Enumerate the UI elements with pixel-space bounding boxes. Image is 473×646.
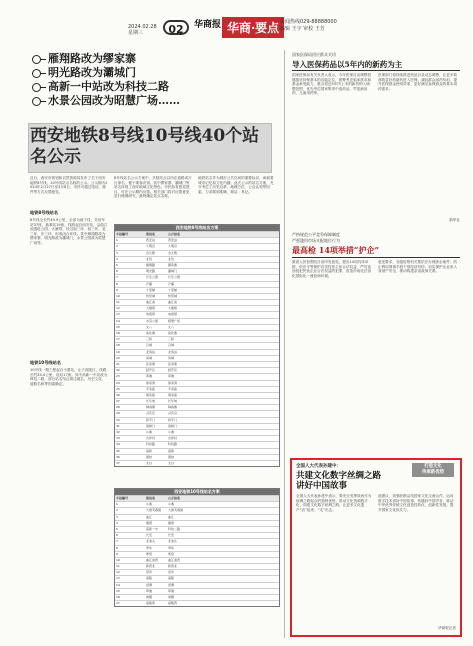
- headline-rule: [292, 70, 460, 71]
- table-cell: 泾渭: [146, 582, 153, 587]
- table-cell: 高陵: [168, 576, 175, 581]
- table-cell: 高新: [168, 448, 175, 453]
- table-row: [115, 600, 279, 606]
- bullet-dash-icon: [40, 59, 46, 60]
- table-row: [115, 520, 279, 526]
- table-row: [115, 545, 279, 551]
- table-cell: 大雁塔: [146, 306, 156, 311]
- table-cell: 1: [116, 238, 118, 243]
- table-cell: 北客站: [168, 349, 178, 354]
- table-cell: 太白: [168, 460, 175, 465]
- table-cell: 胡家庙: [146, 392, 156, 397]
- table-cell: 辛家庙: [146, 386, 156, 391]
- headline-rule: [292, 257, 460, 258]
- table-cell: 高陵西: [168, 601, 178, 606]
- table-row: [115, 441, 279, 447]
- column-tag-line2: 传承新优势: [422, 470, 444, 475]
- table-row: [115, 237, 279, 243]
- table-cell: 电视塔: [168, 312, 178, 317]
- table-cell: 纺织城: [168, 293, 178, 298]
- table-cell: 31: [116, 423, 120, 428]
- main-headline: 西安地铁8号线10号线40个站名公示: [30, 126, 260, 167]
- table-cell: 大唐芙蓉园: [168, 508, 184, 513]
- table-cell: 北辰: [146, 256, 153, 261]
- table-cell: 鱼化寨: [168, 331, 178, 335]
- article-body-col2: 8号线站名公示方案中，多数站点以所在道路或片区命名，便于乘客识别。其中缪家寨、灞城门等站名体现了西安地域文化特色。市民如有意见建议，可在公示期内反馈。相关部门将对反馈意见进行梳理研究，最终确定站点名称。: [114, 176, 192, 199]
- table-title: 西安地铁10号线站名方案: [115, 489, 279, 495]
- article-body-line10: 10号线一期工程起自小寨站，止于高陵区，线路长约34.4公里，设站17座。其中高新一中站改为科技二路，部分站名结合周边地名、历史文化、道路名称等因素确定。: [30, 368, 108, 386]
- table-cell: 19: [116, 349, 120, 354]
- table-cell: 4: [116, 256, 118, 261]
- table-cell: 昭慧广场: [168, 318, 181, 323]
- table-row: [115, 429, 279, 435]
- table-cell: 高新一中: [146, 526, 159, 531]
- table-cell: 泾渭: [168, 582, 175, 587]
- table-cell: 13: [116, 312, 120, 317]
- subhead-line8: 地铁8号线站名: [30, 210, 59, 215]
- table-cell: 丈八: [146, 324, 153, 329]
- table-cell: 南稍门: [146, 423, 156, 428]
- table-cell: 30: [116, 417, 120, 422]
- box-headline-line2: 讲好中国故事: [296, 481, 348, 491]
- column-divider: [284, 50, 285, 638]
- table-header-cell: 原站名: [146, 496, 156, 500]
- table-cell: 西安站: [168, 238, 178, 243]
- table-cell: 17: [116, 601, 120, 606]
- table-cell: 大明宫: [146, 244, 156, 249]
- story-headline: 导入医保药品以5年内的新药为主: [292, 60, 403, 69]
- table-cell: 鱼化寨: [146, 331, 156, 335]
- table-cell: 电视塔: [146, 312, 156, 317]
- station-rename-headlines: [30, 52, 180, 108]
- table-cell: 23: [116, 374, 120, 379]
- editor-info-line1: 新闻热线029-88888000: [280, 19, 337, 25]
- table-cell: 7: [116, 539, 118, 544]
- table-cell: 汉城: [168, 343, 175, 348]
- table-cell: 长安: [146, 533, 153, 538]
- table-cell: 11: [116, 300, 120, 305]
- table-row: [115, 398, 279, 404]
- table-cell: 泾河: [168, 570, 175, 575]
- table-cell: 徐家湾: [146, 380, 156, 385]
- table-cell: 11: [116, 564, 120, 569]
- headline-bullet: 高新一中站改为科技二路: [30, 80, 180, 94]
- table-cell: 小寨: [168, 502, 175, 507]
- table-row: [115, 330, 279, 336]
- table-row: [115, 355, 279, 361]
- table-row: [115, 349, 279, 355]
- table-cell: 曲江: [146, 514, 153, 519]
- box-body: 他建议，加强丝路沿线国家文化交流合作，运用数字技术讲好中国故事，传播好中国声音，推动中华优秀传统文化创造性转化、创新性发展，提升国家文化软实力。: [378, 494, 454, 512]
- table-cell: 长乐公园: [146, 275, 159, 280]
- table-cell: 3: [116, 250, 118, 255]
- table-cell: 8: [116, 281, 118, 286]
- table-cell: 28: [116, 405, 120, 410]
- table-row: [115, 342, 279, 348]
- table-cell: 26: [116, 392, 120, 397]
- story-byline: 新华社: [449, 218, 460, 222]
- table-row: [115, 569, 279, 575]
- table-cell: 韩森寨: [168, 405, 178, 410]
- table-cell: 小寨: [146, 502, 153, 507]
- table-title: 西安地铁8号线站名方案: [115, 225, 279, 231]
- table-cell: 高新: [146, 448, 153, 453]
- table-row: [115, 582, 279, 588]
- issue-date-line2: 星期三: [128, 30, 144, 36]
- table-cell: 9: [116, 287, 118, 292]
- table-row: [115, 268, 279, 274]
- table-header-row: [115, 231, 279, 237]
- table-header-cell: 原站名: [146, 232, 156, 236]
- table-cell: 3: [116, 514, 118, 519]
- table-cell: 13: [116, 576, 120, 581]
- table-row: [115, 324, 279, 330]
- table-cell: 37: [116, 460, 120, 465]
- table-row: [115, 532, 279, 538]
- table-cell: 2: [116, 244, 118, 249]
- table-row: [115, 594, 279, 600]
- table-header-cell: 车站编号: [116, 232, 129, 236]
- table-header-cell: 公示站名: [168, 232, 181, 236]
- table-row: [115, 250, 279, 256]
- table-cell: 29: [116, 411, 120, 416]
- table-cell: 灞城门: [168, 269, 178, 274]
- masthead-logo: 华商报: [194, 20, 222, 30]
- table-cell: 兴庆宫: [146, 411, 156, 416]
- table-row: [115, 460, 279, 466]
- table-cell: 2: [116, 508, 118, 513]
- table-cell: 32: [116, 430, 120, 434]
- table-cell: 凤城: [146, 355, 153, 360]
- headline-bullet: 雁翔路改为缪家寨: [30, 52, 180, 66]
- subhead-line10: 地铁10号线站名: [30, 360, 61, 365]
- table-row: [115, 448, 279, 454]
- table-cell: 水景公园: [146, 318, 159, 323]
- table-cell: 科技路: [168, 442, 178, 447]
- table-cell: 丈八: [168, 324, 175, 329]
- table-row: [115, 557, 279, 563]
- table-cell: 草滩: [146, 374, 153, 379]
- editor-info-line2: 编辑 王宇 审校 王芳: [280, 26, 325, 32]
- table-row: [115, 454, 279, 460]
- table-cell: 十里铺: [146, 287, 156, 292]
- story-kicker: 严格规范公平竞争保障制度: [292, 232, 340, 237]
- table-cell: 汉城: [146, 343, 153, 348]
- table-cell: 大唐芙蓉园: [146, 508, 162, 513]
- table-cell: 曲江池: [168, 300, 178, 305]
- article-body-line8: 8号线全长约49.9公里，全部为地下线，共设车站37座，换乘站19座。线路起自西安站，沿曲江池遗址公园、大雁塔，经过南三环、西三环、北三环、东三环，形成闭合环线。其中雁翔路改为缪家寨，明光路改为灞城门，水景公园改为昭慧广场等。: [30, 218, 108, 245]
- table-cell: 泾河: [146, 570, 153, 575]
- table-cell: 高陵: [146, 576, 153, 581]
- headline-bullet: 水景公园改为昭慧广场……: [30, 94, 180, 108]
- table-cell: 1: [116, 502, 118, 507]
- table-row: [115, 507, 279, 513]
- editor-info: [280, 19, 337, 33]
- table-cell: 15: [116, 588, 120, 593]
- table-cell: 西安站: [146, 238, 156, 243]
- table-cell: 5: [116, 262, 118, 267]
- table-cell: 浐灞: [168, 281, 175, 286]
- table-cell: 6: [116, 533, 118, 538]
- table-row: [115, 417, 279, 423]
- table-cell: 明光路: [146, 269, 156, 274]
- table-cell: 寒窑: [146, 551, 153, 556]
- table-cell: 草滩: [168, 374, 175, 379]
- table-cell: 34: [116, 442, 120, 447]
- table-cell: 含元殿: [146, 250, 156, 255]
- table-cell: 22: [116, 368, 120, 373]
- table-cell: 张家堡: [146, 361, 156, 366]
- table-cell: 大明宫: [168, 244, 178, 249]
- section-title: 华商·要点: [222, 17, 284, 38]
- column-tag-line1: 打造文化: [424, 464, 442, 469]
- table-cell: 草滩: [168, 588, 175, 593]
- table-cell: 科技路: [146, 442, 156, 447]
- table-cell: 长安: [168, 533, 175, 538]
- table-cell: 徐家湾: [168, 380, 178, 385]
- table-row: [115, 373, 279, 379]
- line10-station-table: [114, 488, 280, 607]
- table-cell: 辛家庙: [168, 386, 178, 391]
- table-cell: 16: [116, 595, 120, 599]
- table-row: [115, 361, 279, 367]
- table-row: [115, 392, 279, 398]
- table-row: [115, 318, 279, 324]
- table-cell: 三桥: [146, 337, 153, 342]
- table-cell: 北客站: [146, 349, 156, 354]
- page-header: [0, 0, 473, 48]
- table-cell: 和平门: [146, 417, 156, 422]
- table-cell: 胡家庙: [168, 392, 178, 397]
- table-cell: 经开区: [146, 368, 156, 373]
- table-cell: 10: [116, 557, 120, 562]
- table-cell: 9: [116, 551, 118, 556]
- table-cell: 曲江池西: [168, 557, 181, 562]
- table-cell: 翠华: [146, 545, 153, 550]
- table-cell: 北辰: [168, 256, 175, 261]
- table-row: [115, 256, 279, 262]
- table-cell: 7: [116, 275, 118, 280]
- box-body: 全国人大代表孙建中表示，要充分发挥陕西作为丝绸之路起点的独特优势，推动文化资源数字化，构建文化数字丝绸之路，让更多文化遗产“活”起来、“走”出去。: [296, 494, 372, 512]
- table-cell: 24: [116, 380, 120, 385]
- page-number: 02: [163, 20, 189, 35]
- table-cell: 兴庆宫: [168, 411, 178, 416]
- table-row: [115, 311, 279, 317]
- story-kicker: 国家医保局回应群众关切: [292, 52, 336, 57]
- table-cell: 曲江: [168, 514, 175, 519]
- story-body: 意见要求，各级检察机关要依法办理涉企案件，防止利用刑事手段干预经济纠纷，切实保护企业家人身财产安全，推动构建亲清政商关系。: [378, 260, 458, 274]
- table-row: [115, 367, 279, 373]
- table-row: [115, 274, 279, 280]
- table-cell: 高陵西: [146, 601, 156, 606]
- table-cell: 新西北: [168, 564, 178, 569]
- table-header-cell: 车站编号: [116, 496, 129, 500]
- table-row: [115, 501, 279, 507]
- table-cell: 寒窑: [168, 551, 175, 556]
- table-cell: 35: [116, 448, 120, 453]
- bullet-dash-icon: [40, 101, 46, 102]
- table-row: [115, 538, 279, 544]
- table-row: [115, 588, 279, 594]
- table-cell: 12: [116, 306, 120, 311]
- table-cell: 曲江池: [146, 300, 156, 305]
- table-cell: 33: [116, 436, 120, 441]
- table-cell: 雁塔: [168, 520, 175, 525]
- table-cell: 草滩: [146, 588, 153, 593]
- story-kicker-2: 严惩滥用市场支配地位行为: [292, 238, 340, 243]
- table-cell: 尚稷: [168, 595, 175, 599]
- table-cell: 含元殿: [168, 250, 178, 255]
- table-cell: 科技二路: [168, 526, 181, 531]
- table-cell: 36: [116, 454, 120, 459]
- table-row: [115, 287, 279, 293]
- table-cell: 10: [116, 293, 120, 298]
- table-cell: 韩森寨: [146, 405, 156, 410]
- table-cell: 南稍门: [168, 423, 178, 428]
- table-cell: 8: [116, 545, 118, 550]
- table-row: [115, 336, 279, 342]
- table-header-row: [115, 495, 279, 501]
- issue-date-line1: 2024.02.28: [128, 24, 157, 30]
- line8-station-table: [114, 224, 280, 467]
- table-cell: 北池头: [168, 539, 178, 544]
- table-row: [115, 262, 279, 268]
- table-cell: 25: [116, 386, 120, 391]
- story-headline: 最高检 14项举措“护企”: [292, 245, 380, 255]
- table-cell: 和平门: [168, 417, 178, 422]
- table-cell: 团结: [168, 454, 175, 459]
- table-row: [115, 526, 279, 532]
- table-row: [115, 514, 279, 520]
- table-row: [115, 410, 279, 416]
- table-cell: 16: [116, 331, 120, 335]
- table-cell: 北池头: [146, 539, 156, 544]
- table-cell: 长乐公园: [168, 275, 181, 280]
- table-row: [115, 386, 279, 392]
- table-cell: 浐灞: [146, 281, 153, 286]
- table-cell: 大雁塔: [168, 306, 178, 311]
- article-body-col3: 地铁站名作为城市公共空间的重要标识，承载着城市记忆和文化内涵。此次公示的站名方案，充分考虑了历史沿革、地理方位、公众认知等因素，力求做到准确、简洁、易记。: [198, 176, 274, 194]
- headline-bullet: 明光路改为灞城门: [30, 66, 180, 80]
- table-row: [115, 281, 279, 287]
- issue-date: [128, 24, 157, 36]
- story-body: 国家医保局有关负责人表示，今年医保目录调整将继续坚持保基本的功能定位，统筹考虑临床需求和基金承受能力，重点将近5年内上市的新药纳入调整范围，优先考虑国家集采中选药品、罕见病用药、儿童用药等。: [292, 73, 372, 96]
- box-kicker: 全国人大代表孙建中：: [296, 464, 341, 469]
- table-row: [115, 563, 279, 569]
- table-cell: 21: [116, 361, 120, 366]
- table-cell: 18: [116, 343, 120, 348]
- table-cell: 凤城: [168, 355, 175, 360]
- table-cell: 张家堡: [168, 361, 178, 366]
- table-row: [115, 243, 279, 249]
- table-cell: 雁翔路: [146, 262, 156, 267]
- table-row: [115, 435, 279, 441]
- table-cell: 20: [116, 355, 120, 360]
- table-cell: 15: [116, 324, 120, 329]
- table-cell: 雁塔: [146, 520, 153, 525]
- table-cell: 尚稷: [146, 595, 153, 599]
- table-cell: 12: [116, 570, 120, 575]
- table-cell: 团结: [146, 454, 153, 459]
- table-cell: 十里铺: [168, 287, 178, 292]
- table-cell: 6: [116, 269, 118, 274]
- table-row: [115, 404, 279, 410]
- table-cell: 吉祥村: [146, 436, 156, 441]
- table-cell: 5: [116, 526, 118, 531]
- table-row: [115, 299, 279, 305]
- table-row: [115, 380, 279, 386]
- table-row: [115, 551, 279, 557]
- table-header-cell: 公示站名: [168, 496, 181, 500]
- table-cell: 小寨: [168, 430, 175, 434]
- table-cell: 14: [116, 318, 120, 323]
- table-cell: 经开区: [168, 368, 178, 373]
- table-cell: 27: [116, 399, 120, 404]
- column-tag: [412, 463, 454, 477]
- bullet-dash-icon: [40, 87, 46, 88]
- table-cell: 吉祥村: [168, 436, 178, 441]
- table-cell: 纺织城: [146, 293, 156, 298]
- table-cell: 4: [116, 520, 118, 525]
- table-cell: 14: [116, 582, 120, 587]
- table-cell: 曲江池西: [146, 557, 159, 562]
- table-cell: 17: [116, 337, 120, 342]
- table-cell: 三桥: [168, 337, 175, 342]
- bullet-dash-icon: [40, 73, 46, 74]
- table-row: [115, 575, 279, 581]
- table-cell: 长乐坡: [146, 399, 156, 404]
- table-cell: 缪家寨: [168, 262, 178, 267]
- story-body: 最高人民检察院日前印发意见，提出14项具体举措，依法平等保护各类经营主体合法权益，严厉惩治侵犯民营企业合法权益的犯罪，营造市场化法治化国际化一流营商环境。: [292, 260, 372, 278]
- table-row: [115, 423, 279, 429]
- box-headline: [296, 471, 381, 491]
- table-cell: 翠华: [168, 545, 175, 550]
- box-headline-line1: 共建文化数字丝绸之路: [296, 471, 382, 481]
- table-cell: 太白: [146, 460, 153, 465]
- table-cell: 长乐坡: [168, 399, 178, 404]
- article-lede: 近日，西安市规划和自然资源局发布了关于西安地铁8号线、10号线站点名称的公示。公示期为2024年2月27日至3月8日，市民可通过电话、邮件等方式反馈意见。: [30, 176, 108, 194]
- story-body: 医保部门将持续推进药品目录动态调整，让更多救命救急好药新药进入医保，减轻群众用药负担，提升医保基金使用效率，更好满足参保群众的基本用药需求。: [378, 73, 458, 91]
- table-row: [115, 305, 279, 311]
- table-row: [115, 293, 279, 299]
- table-cell: 新西北: [146, 564, 156, 569]
- box-byline: 华商报记者: [438, 626, 456, 630]
- table-cell: 小寨: [146, 430, 153, 434]
